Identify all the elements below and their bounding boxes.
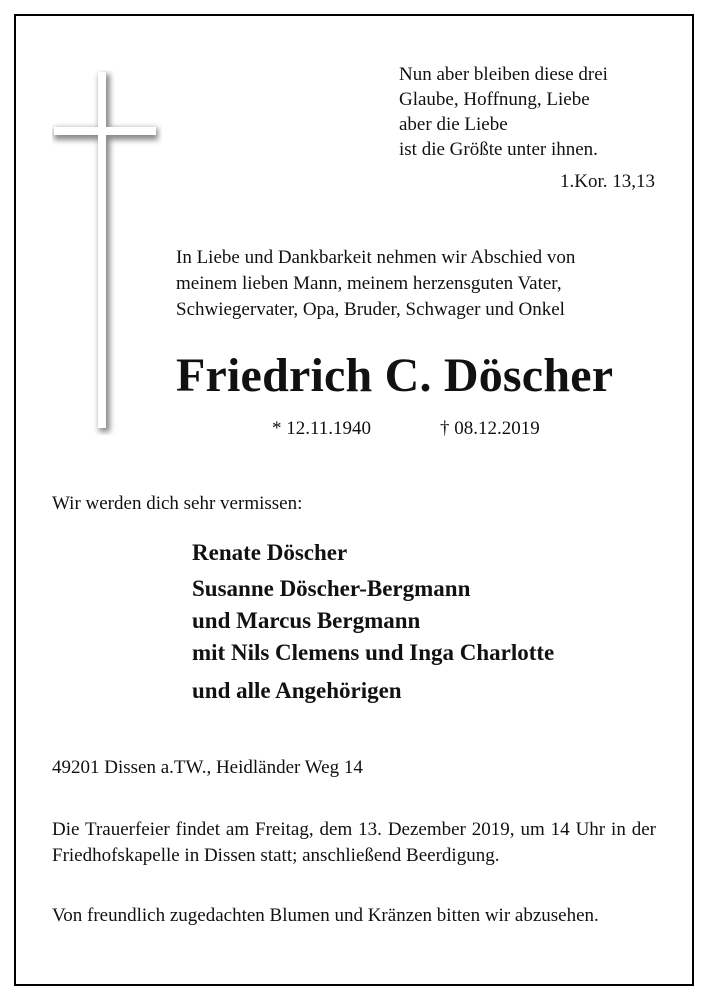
mourner: und Marcus Bergmann [192, 608, 421, 633]
verse-line: ist die Größte unter ihnen. [399, 139, 598, 160]
verse-line: Glaube, Hoffnung, Liebe [399, 89, 590, 110]
family-address: 49201 Dissen a.TW., Heidländer Weg 14 [52, 757, 363, 778]
mourner: Renate Döscher [192, 540, 348, 565]
funeral-notice: Die Trauerfeier findet am Freitag, dem 13. Dezember 2019, um 14 Uhr in der Friedhofskapelle in Dissen statt; anschließend Beerdigung. [52, 819, 656, 866]
mourner: und alle Angehörigen [192, 678, 402, 703]
mourner: mit Nils Clemens und Inga Charlotte [192, 640, 555, 665]
death-date: † 08.12.2019 [440, 418, 540, 439]
flowers-notice: Von freundlich zugedachten Blumen und Kränzen bitten wir abzusehen. [52, 905, 599, 926]
deceased-name: Friedrich C. Döscher [176, 349, 614, 402]
bible-verse [399, 62, 669, 194]
mourner: Susanne Döscher-Bergmann [192, 576, 471, 601]
mourners-list [192, 537, 672, 707]
cross-icon [52, 70, 162, 435]
verse-line: aber die Liebe [399, 114, 508, 135]
birth-date: * 12.11.1940 [272, 418, 372, 439]
intro-line: In Liebe und Dankbarkeit nehmen wir Abschied von [176, 247, 576, 268]
farewell-intro [176, 245, 671, 323]
mourners-intro: Wir werden dich sehr vermissen: [52, 493, 303, 514]
verse-line: Nun aber bleiben diese drei [399, 64, 608, 85]
intro-line: meinem lieben Mann, meinem herzensguten Vater, [176, 273, 562, 294]
intro-line: Schwiegervater, Opa, Bruder, Schwager und Onkel [176, 299, 565, 320]
verse-reference: 1.Kor. 13,13 [560, 171, 655, 192]
